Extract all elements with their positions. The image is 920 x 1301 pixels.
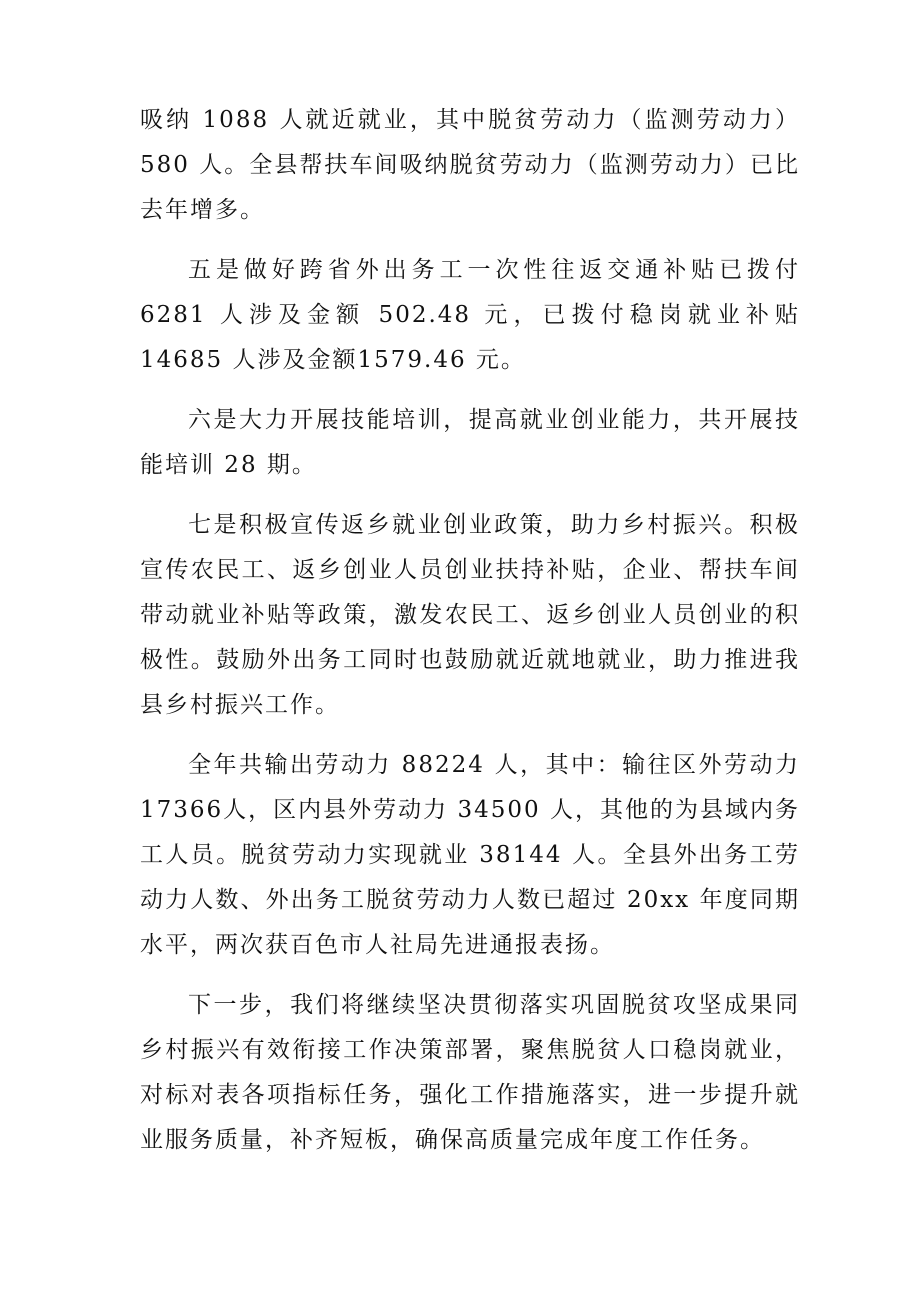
document-body [140, 98, 800, 1178]
paragraph-item-six: 六是大力开展技能培训，提高就业创业能力，共开展技能培训 28 期。 [140, 407, 800, 478]
paragraph-continuation: 吸纳 1088 人就近就业，其中脱贫劳动力（监测劳动力）580 人。全县帮扶车间吸纳脱贫劳动力（监测劳动力）已比去年增多。 [140, 107, 800, 223]
paragraph-item-five: 五是做好跨省外出务工一次性往返交通补贴已拨付 6281 人涉及金额 502.48 元，已拨付稳岗就业补贴 14685 人涉及金额1579.46 元。 [140, 257, 800, 373]
paragraph-next-steps: 下一步，我们将继续坚决贯彻落实巩固脱贫攻坚成果同乡村振兴有效衔接工作决策部署，聚焦脱贫人口稳岗就业，对标对表各项指标任务，强化工作措施落实，进一步提升就业服务质量，补齐短板，确保高质量完成年度工作任务。 [140, 992, 800, 1153]
paragraph-item-seven: 七是积极宣传返乡就业创业政策，助力乡村振兴。积极宣传农民工、返乡创业人员创业扶持补贴，企业、帮扶车间带动就业补贴等政策，激发农民工、返乡创业人员创业的积极性。鼓励外出务工同时也鼓励就近就地就业，助力推进我县乡村振兴工作。 [140, 512, 800, 718]
paragraph-annual-summary: 全年共输出劳动力 88224 人，其中：输往区外劳动力 17366人，区内县外劳动力 34500 人，其他的为县域内务工人员。脱贫劳动力实现就业 38144 人。全县外出务工劳动力人数、外出务工脱贫劳动力人数已超过 20xx 年度同期水平，两次获百色市人社局先进通报表扬。 [140, 752, 800, 958]
